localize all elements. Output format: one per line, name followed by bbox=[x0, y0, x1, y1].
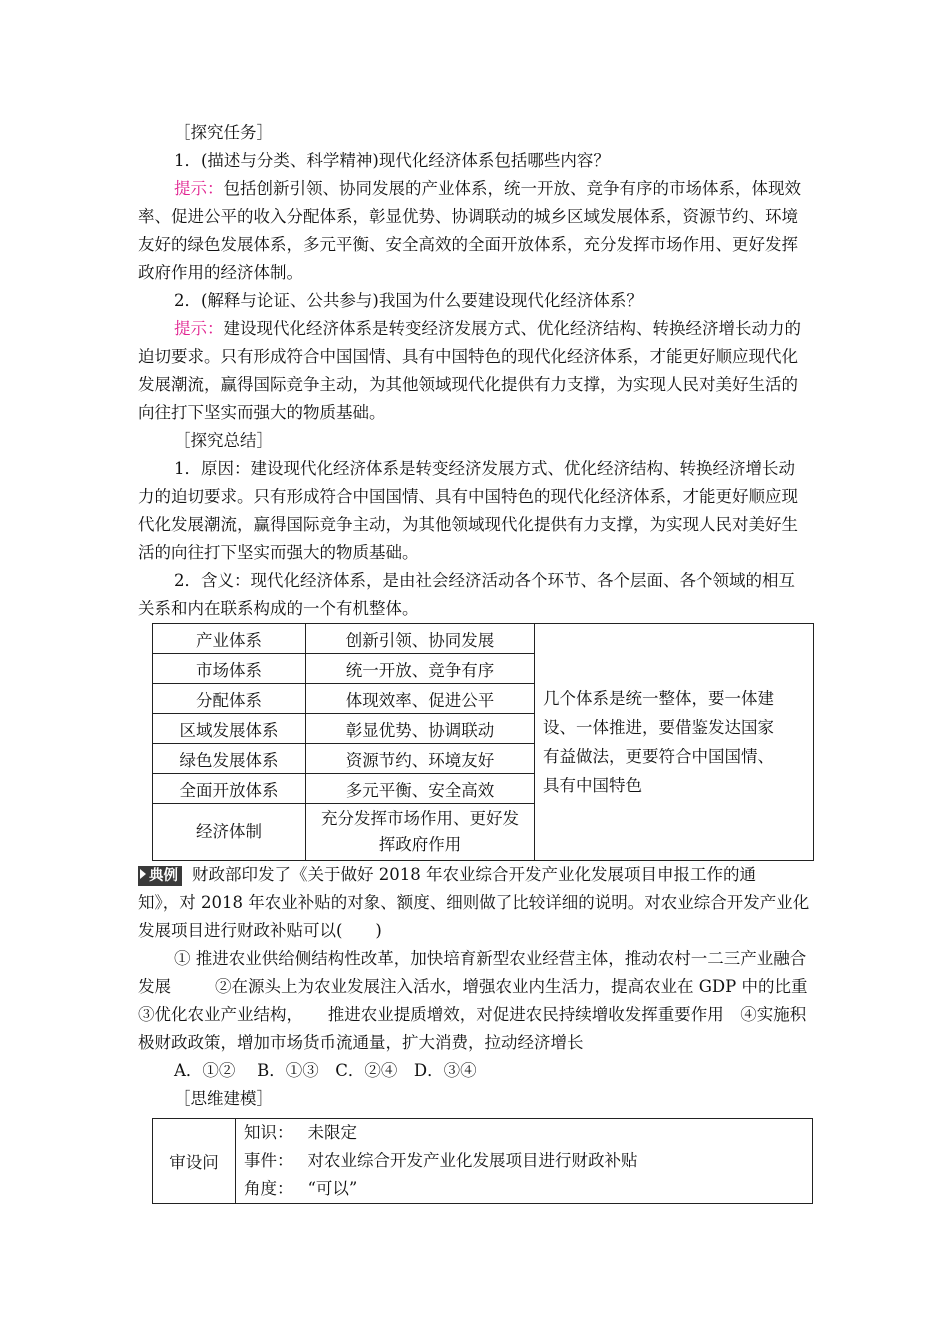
system-desc: 充分发挥市场作用、更好发 挥政府作用 bbox=[306, 804, 535, 861]
model-row-event: 事件： 对农业综合开发产业化发展项目进行财政补贴 bbox=[244, 1151, 638, 1170]
example-line-3: 发展项目进行财政补贴可以( ) bbox=[138, 921, 382, 940]
summary-1-line-1: 1．原因：建设现代化经济体系是转变经济发展方式、优化经济结构、转换经济增长动 bbox=[174, 459, 795, 478]
answer-1-line-4: 政府作用的经济体制。 bbox=[138, 263, 303, 282]
system-desc: 创新引领、协同发展 bbox=[306, 624, 535, 654]
options-line-2: 发展 ②在源头上为农业发展注入活水，增强农业内生活力，提高农业在 GDP 中的比重 bbox=[138, 977, 808, 996]
system-note: 几个体系是统一整体，要一体建 设、一体推进，要借鉴发达国家 有益做法，更要符合中国国情、 具有中国特色 bbox=[535, 624, 814, 861]
system-desc: 体现效率、促进公平 bbox=[306, 684, 535, 714]
summary-2-line-1: 2．含义：现代化经济体系，是由社会经济活动各个环节、各个层面、各个领域的相互 bbox=[174, 571, 795, 590]
system-name: 绿色发展体系 bbox=[153, 744, 306, 774]
hint-label: 提示： bbox=[174, 319, 224, 338]
system-name: 经济体制 bbox=[153, 804, 306, 861]
hint-label: 提示： bbox=[174, 179, 224, 198]
model-row-knowledge: 知识： 未限定 bbox=[244, 1123, 357, 1142]
question-1: 1．(描述与分类、科学精神)现代化经济体系包括哪些内容？ bbox=[174, 151, 610, 170]
triangle-icon bbox=[140, 869, 146, 879]
system-name: 全面开放体系 bbox=[153, 774, 306, 804]
thinking-model-table bbox=[152, 1118, 813, 1204]
answer-2-line-2: 迫切要求。只有形成符合中国国情、具有中国特色的现代化经济体系，才能更好顺应现代化 bbox=[138, 347, 798, 366]
system-name: 市场体系 bbox=[153, 654, 306, 684]
answer-1-line-1: 提示：包括创新引领、协同发展的产业体系，统一开放、竞争有序的市场体系，体现效 bbox=[174, 179, 801, 198]
model-row-angle: 角度： “可以” bbox=[244, 1179, 358, 1198]
example-line-2: 知》，对 2018 年农业补贴的对象、额度、细则做了比较详细的说明。对农业综合开发产业化 bbox=[138, 893, 810, 912]
answer-2-line-1: 提示：建设现代化经济体系是转变经济发展方式、优化经济结构、转换经济增长动力的 bbox=[174, 319, 801, 338]
system-name: 分配体系 bbox=[153, 684, 306, 714]
system-name: 区域发展体系 bbox=[153, 714, 306, 744]
options-line-1: ① 推进农业供给侧结构性改革，加快培育新型农业经营主体，推动农村一二三产业融合 bbox=[174, 949, 807, 968]
answer-choices: A．①② B．①③ C．②④ D．③④ bbox=[174, 1061, 477, 1080]
options-line-4: 极财政政策，增加市场货币流通量，扩大消费，拉动经济增长 bbox=[138, 1033, 584, 1052]
summary-1-line-3: 代化发展潮流，赢得国际竞争主动，为其他领域现代化提供有力支撑，为实现人民对美好生 bbox=[138, 515, 798, 534]
answer-1-line-3: 友好的绿色发展体系，多元平衡、安全高效的全面开放体系，充分发挥市场作用、更好发挥 bbox=[138, 235, 798, 254]
table-row bbox=[153, 624, 814, 654]
example-tag: 典例 bbox=[138, 866, 182, 886]
thinking-model-heading: ［思维建模］ bbox=[174, 1089, 273, 1108]
model-label: 审设问 bbox=[153, 1119, 236, 1204]
summary-1-line-4: 活的向往打下坚实而强大的物质基础。 bbox=[138, 543, 419, 562]
answer-1-line-2: 率、促进公平的收入分配体系，彰显优势、协调联动的城乡区域发展体系，资源节约、环境 bbox=[138, 207, 798, 226]
example-line-1: 典例 财政部印发了《关于做好 2018 年农业综合开发产业化发展项目申报工作的通 bbox=[138, 861, 818, 889]
table-row bbox=[153, 1119, 813, 1204]
model-body bbox=[236, 1119, 813, 1204]
system-desc: 统一开放、竞争有序 bbox=[306, 654, 535, 684]
system-name: 产业体系 bbox=[153, 624, 306, 654]
question-2: 2．(解释与论证、公共参与)我国为什么要建设现代化经济体系？ bbox=[174, 291, 643, 310]
summary-1-line-2: 力的迫切要求。只有形成符合中国国情、具有中国特色的现代化经济体系，才能更好顺应现 bbox=[138, 487, 798, 506]
answer-2-line-3: 发展潮流，赢得国际竞争主动，为其他领域现代化提供有力支撑，为实现人民对美好生活的 bbox=[138, 375, 798, 394]
economic-system-table bbox=[152, 623, 814, 861]
summary-2-line-2: 关系和内在联系构成的一个有机整体。 bbox=[138, 599, 419, 618]
system-desc: 多元平衡、安全高效 bbox=[306, 774, 535, 804]
explore-task-heading: ［探究任务］ bbox=[174, 123, 273, 142]
system-desc: 彰显优势、协调联动 bbox=[306, 714, 535, 744]
answer-2-line-4: 向往打下坚实而强大的物质基础。 bbox=[138, 403, 386, 422]
options-line-3: ③优化农业产业结构， 推进农业提质增效，对促进农民持续增收发挥重要作用 ④实施积 bbox=[138, 1005, 807, 1024]
explore-summary-heading: ［探究总结］ bbox=[174, 431, 273, 450]
system-desc: 资源节约、环境友好 bbox=[306, 744, 535, 774]
